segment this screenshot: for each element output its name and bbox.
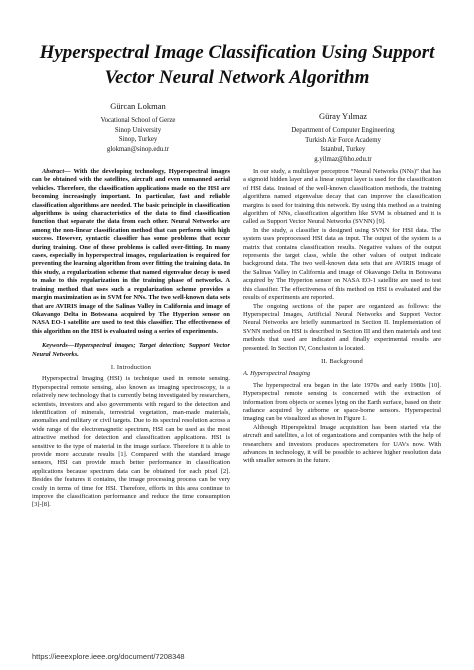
- body-paragraph: The hyperspectral era began in the late 1970s and early 1980s [10]. Hyperspectral remote sensing is concerned with the extraction of information from objects or scenes lying on the Earth surface, based on their radiance acquired by airborne or space-borne sensors. Hyperspectral imaging can be visualized as shown in Figure 1.: [243, 381, 441, 423]
- author-location: Istanbul, Turkey: [320, 146, 366, 153]
- paper-title: Hyperspectral Image Classification Using Support Vector Neural Network Algorithm: [39, 42, 435, 88]
- right-column: [243, 168, 441, 466]
- author-affiliation: Turkish Air Force Academy: [305, 136, 381, 144]
- keywords-text: Hyperspectral images; Target detection; Support Vector Neural Networks.: [32, 342, 230, 358]
- author-affiliation: Sinop University: [114, 126, 162, 134]
- abstract-text: With the developing technology, Hyperspectral images can be obtained with the satellites, aircraft and even unmanned aerial vehicles. Therefore, the classification applications made on the HSI are becoming increasingly important. In particular, fast and reliable classification algorithms are needed. The basic principle in classification algorithms is using characteristics of the data to find classification function that separate the data from each other. Neural Networks are among the non-linear classification method that can perform with high success. However, syntactic classifier has some problems that occur during training. One of these problems is called over-fitting. In many cases, especially in hyperspectral images, regularization is required for preventing the learning algorithm from over fitting the training data. In this study, a regularization scheme that named eigenvalue decay is used to make to this regularization in the training phase of networks. A training method that uses such a regularization scheme provides a margin maximization as in SVM for NNs. The two well-known data sets that are AVIRIS image of the Salinas Valley in California and image of Okavango Delta in Botswana acquired by The Hyperion sensor on NASA EO-1 satellite are used to test this classifier. The effectiveness of this algorithm on the HSI is evaluated using a series of experiments.: [32, 168, 230, 335]
- footer-url-link[interactable]: https://ieeexplore.ieee.org/document/7208348: [32, 652, 185, 661]
- author-location: Sinop, Turkey: [118, 136, 158, 143]
- author-block-1: [38, 100, 238, 154]
- keywords-label: Keywords: [42, 342, 68, 350]
- page-footer: [32, 652, 185, 661]
- keywords: Keywords—Hyperspectral images; Target detection; Support Vector Neural Networks.: [32, 342, 230, 358]
- section-heading-background: II. Background: [321, 357, 363, 365]
- subsection-heading-hyperspectral-imaging: A. Hyperspectral Imaging: [243, 370, 311, 378]
- author-name: Güray Yılmaz: [318, 111, 368, 121]
- body-paragraph: The ongoing sections of the paper are organized as follows: the Hyperspectral Images, Artificial Neural Networks and Support Vector Neural Networks are briefly summarized in Section II. Implementation of SVNN method on HSI is described in Section III and then materials and test methods that used are indicated and finally experimental results are presented. In Section IV, Conclusion is located.: [243, 302, 441, 352]
- author-affiliation: Department of Computer Engineering: [291, 127, 395, 134]
- author-email: g.yilmaz@hho.edu.tr: [314, 155, 372, 163]
- author-name: Gürcan Lokman: [110, 101, 166, 111]
- body-paragraph: Hyperspectral Imaging (HSI) is technique used in remote sensing. Hyperspectral remote sensing, also known as imaging spectroscopy, is a relatively new technology that is currently being investigated by researchers, scientists, investors and also governments with regard to the detection and identification of minerals, terrestrial vegetation, man-made materials, anomalies and military or civil targets. Due to its spectral resolution across a wide range of the electromagnetic spectrum, HSI can be used as the most attractive method for detection and classification applications. HSI is sensitive to the type of material in the image surface. Therefore it is able to provide more accurate results [1]. Compared with the standard image sensors, HSI can provide much better performance in classification applications because spectrum data can be obtained for each pixel [2]. Besides the features it contains, the image processing process can be very costly in terms of time for HSI. Therefore, efforts in this area continue to improve the classification performance and reduce the time consumption [3]-[8].: [32, 375, 230, 509]
- body-paragraph: In our study, a multilayer perceptron “Neural Networks (NNs)” that has a sigmoid hidden layer and a linear output layer is used for the classification of HSI data. Instead of the well-known classification methods, the training algorithms named eigenvalue decay that can improve the classification margins is used for training this network. By using this method as a training algorithm of NNs, classification algorithm like SVM is obtained and it is called as Support Vector Neural Networks (SVNN) [9].: [243, 168, 441, 226]
- abstract: Abstract— With the developing technology, Hyperspectral images can be obtained with the satellites, aircraft and even unmanned aerial vehicles. Therefore, the classification applications made on the HSI are becoming increasingly important. In particular, fast and reliable classification algorithms are needed. The basic principle in classification algorithms is using characteristics of the data to find classification function that separate the data from each other. Neural Networks are among the non-linear classification method that can perform with high success. However, syntactic classifier has some problems that occur during training. One of these problems is called over-fitting. In many cases, especially in hyperspectral images, regularization is required for preventing the learning algorithm from over fitting the training data. In this study, a regularization scheme that named eigenvalue decay is used to make to this regularization in the training phase of networks. A training method that uses such a regularization scheme provides a margin maximization as in SVM for NNs. The two well-known data sets that are AVIRIS image of the Salinas Valley in California and image of Okavango Delta in Botswana acquired by The Hyperion sensor on NASA EO-1 satellite are used to test this classifier. The effectiveness of this algorithm on the HSI is evaluated using a series of experiments.: [32, 168, 230, 335]
- body-paragraph: Although Hiperspektral Image acquisition has been started via the aircraft and satellites, a lot of organizations and companies with the help of researchers and investors produces spectrometers for UAVs now. With advances in technology, it will be possible to achieve higher resolution data with smaller sensors in the future.: [243, 423, 441, 465]
- author-block-2: [243, 110, 443, 164]
- body-paragraph: In the study, a classifier is designed using SVNN for HSI data. The system uses preprocessed HSI data as input. The output of the system is a matrix that contains classification results. Negative values of the output represents the target class, while the other values of output indicate background data. The two well-known data sets that are AVIRIS image of the Salinas Valley in California and image of Okavango Delta in Botswana acquired by The Hyperion sensor on NASA EO-1 satellite are used to test this classifier. The effectiveness of this method on HSI is evaluated and the results of experiments are reported.: [243, 226, 441, 302]
- section-heading-introduction: I. Introduction: [110, 363, 152, 371]
- author-email: glokman@sinop.edu.tr: [106, 145, 170, 153]
- abstract-label: Abstract: [42, 168, 65, 175]
- left-column: [32, 168, 230, 510]
- author-affiliation: Vocational School of Gerze: [100, 117, 176, 124]
